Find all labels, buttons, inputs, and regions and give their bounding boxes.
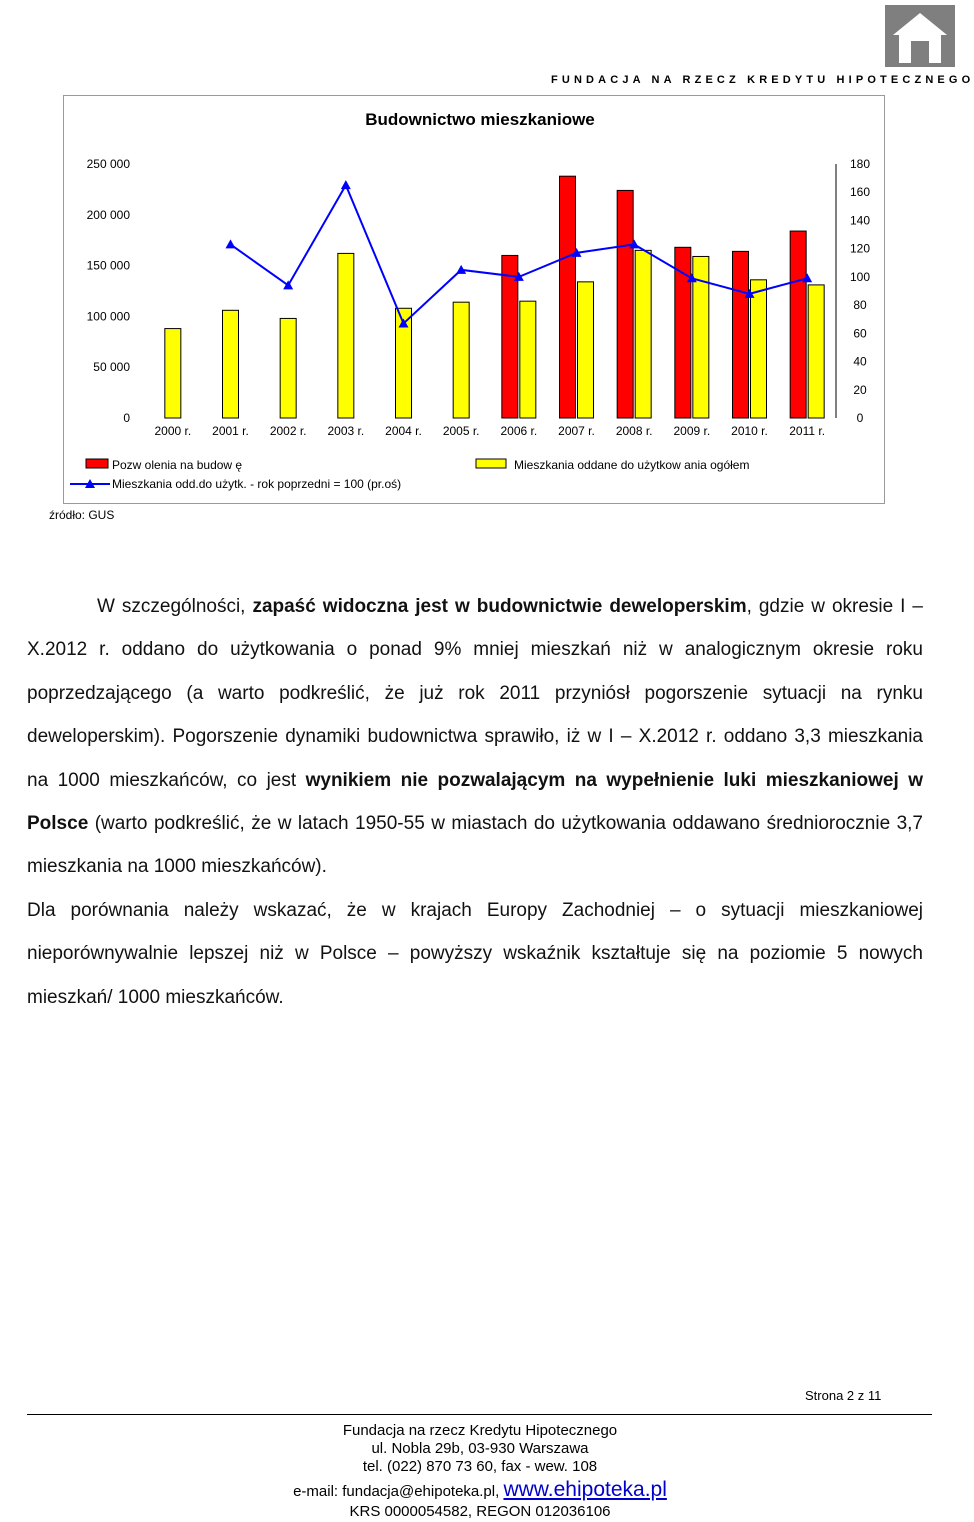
chart-frame: [49, 95, 885, 522]
chart-title: Budownictwo mieszkaniowe: [365, 110, 595, 129]
line-marker: [226, 239, 236, 248]
y-axis-tick-label: 150 000: [86, 258, 130, 273]
x-axis-tick-label: 2011 r.: [789, 424, 826, 438]
header-organization-name: FUNDACJA NA RZECZ KREDYTU HIPOTECZNEGO: [551, 74, 974, 86]
y2-axis-tick-label: 140: [849, 213, 871, 228]
legend-label-completed: Mieszkania oddane do użytkow ania ogółem: [514, 458, 750, 472]
footer-phone: tel. (022) 870 73 60, fax - wew. 108: [362, 1458, 598, 1475]
line-marker: [341, 180, 351, 189]
p1-text-1: W szczególności,: [97, 596, 253, 617]
y-axis-tick-label: 250 000: [86, 157, 130, 171]
y-axis-tick-label: 0: [123, 411, 130, 425]
x-axis-tick-label: 2009 r.: [673, 424, 711, 438]
bar-building-permits: [560, 176, 576, 418]
y2-axis-tick-label: 160: [849, 185, 871, 200]
y2-axis-tick-label: 60: [853, 326, 867, 341]
footer-divider: [27, 1414, 932, 1415]
legend-label-permits: Pozw olenia na budow ę: [112, 458, 243, 472]
p1-text-3: (warto podkreślić, że w latach 1950-55 w miastach do użytkowania oddawano średniorocznie 3,7 mieszkania na 1000 mieszkańców).: [27, 813, 923, 878]
bar-building-permits: [733, 251, 749, 418]
x-axis-tick-label: 2003 r.: [327, 424, 365, 438]
footer-contact: [0, 1478, 960, 1502]
x-axis-tick-label: 2005 r.: [442, 424, 480, 438]
x-axis-tick-label: 2007 r.: [558, 424, 595, 438]
y2-axis-tick-label: 0: [856, 411, 864, 425]
y2-axis-tick-label: 40: [853, 354, 867, 369]
x-axis-tick-label: 2008 r.: [615, 424, 653, 438]
bar-dwellings-completed: [520, 301, 536, 418]
bar-dwellings-completed: [453, 302, 469, 418]
chart-source: źródło: GUS: [49, 508, 115, 522]
legend-label-ratio: Mieszkania odd.do użytk. - rok poprzedni = 100 (pr.oś): [112, 477, 402, 491]
x-axis-tick-label: 2002 r.: [269, 424, 307, 438]
footer-address: ul. Nobla 29b, 03-930 Warszawa: [371, 1440, 589, 1457]
bar-dwellings-completed: [578, 282, 594, 418]
body-text: [27, 585, 923, 1019]
x-axis-tick-label: 2006 r.: [500, 424, 538, 438]
bar-dwellings-completed: [338, 253, 354, 418]
p1-bold-2: wynikiem nie pozwalającym na wypełnienie luki mieszkaniowej w Polsce: [27, 769, 923, 835]
y2-axis-tick-label: 20: [853, 382, 867, 397]
p1-bold-1: zapaść widoczna jest w budownictwie deweloperskim: [252, 596, 747, 617]
y-axis-tick-label: 100 000: [86, 309, 130, 324]
bar-dwellings-completed: [751, 280, 767, 418]
building-logo-icon: [885, 5, 955, 67]
footer-org: Fundacja na rzecz Kredytu Hipotecznego: [342, 1422, 618, 1439]
y-axis-tick-label: 200 000: [86, 207, 130, 222]
p1-text-2: , gdzie w okresie I – X.2012 r. oddano do użytkowania o ponad 9% mniej mieszkań niż w analogicznym okresie roku poprzedzającego (a warto podkreślić, że już rok 2011 przyniósł pogorszenie sytuacji na rynku deweloperskim). Pogorszenie dynamiki budownictwa sprawiło, iż w I – X.2012 r. oddano 3,3 mieszkania na 1000 mieszkańców, co jest: [27, 596, 923, 791]
bar-dwellings-completed: [635, 250, 651, 418]
bar-building-permits: [790, 231, 806, 418]
y2-axis-tick-label: 120: [849, 241, 871, 256]
footer-website-link[interactable]: www.ehipoteka.pl: [503, 1478, 667, 1501]
paragraph-2: Dla porównania należy wskazać, że w krajach Europy Zachodniej – o sytuacji mieszkaniowej nieporównywalnie lepszej niż w Polsce – powyższy wskaźnik kształtuje się na poziomie 5 nowych mieszkań/ 1000 mieszkańców.: [27, 899, 923, 1008]
bar-dwellings-completed: [223, 310, 239, 418]
footer-email: e-mail: fundacja@ehipoteka.pl,: [293, 1483, 504, 1500]
x-axis-tick-label: 2010 r.: [731, 424, 768, 438]
x-axis-tick-label: 2004 r.: [385, 424, 422, 438]
y-axis-tick-label: 50 000: [93, 360, 130, 375]
bar-building-permits: [617, 190, 633, 418]
y2-axis-tick-label: 100: [849, 269, 871, 284]
paragraph-1: [27, 585, 923, 889]
x-axis-tick-label: 2001 r.: [212, 424, 249, 438]
legend-swatch-permits: [86, 459, 108, 468]
footer-krs: KRS 0000054582, REGON 012036106: [349, 1503, 611, 1520]
housing-chart: [49, 96, 884, 522]
x-axis-tick-label: 2000 r.: [154, 424, 192, 438]
y2-axis-tick-label: 180: [849, 157, 871, 171]
legend-swatch-completed: [476, 459, 506, 468]
bar-dwellings-completed: [165, 329, 181, 418]
bar-dwellings-completed: [808, 285, 824, 418]
y2-axis-tick-label: 80: [853, 298, 867, 313]
page-number: Strona 2 z 11: [805, 1388, 882, 1403]
bar-dwellings-completed: [280, 318, 296, 418]
line-completion-index: [231, 185, 808, 323]
